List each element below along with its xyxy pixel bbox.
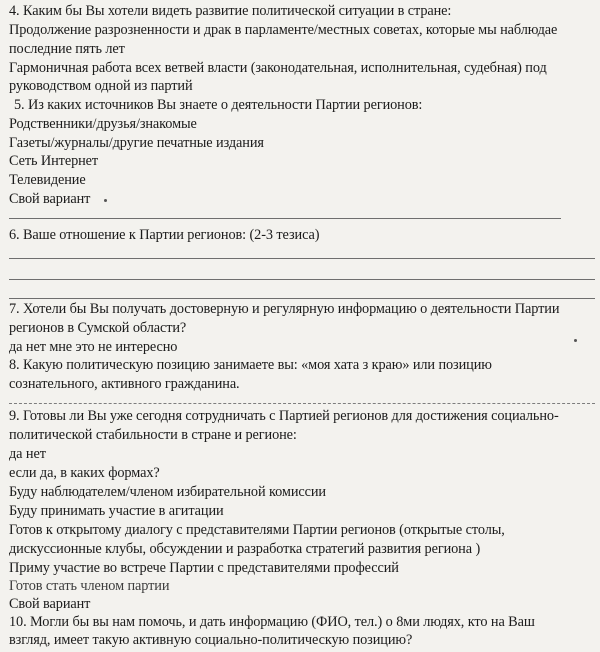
q4-option-2-line-2: руководством одной из партий [9, 78, 193, 94]
q5-option-internet: Сеть Интернет [9, 153, 99, 169]
q5-option-tv: Телевидение [9, 172, 86, 188]
q4-option-1-line-1: Продолжение разрозненности и драк в парламенте/местных советах, которые мы наблюдае [9, 22, 558, 38]
question-10-line-1: 10. Могли бы вы нам помочь, и дать информацию (ФИО, тел.) о 8ми людях, кто на Ваш [9, 614, 535, 630]
q9-followup: если да, в каких формах? [9, 465, 160, 481]
question-7-line-2: регионов в Сумской области? [9, 320, 187, 336]
question-10-line-2: взгляд, имеет такую активную социально-политическую позицию? [9, 632, 413, 648]
q9-option-member: Готов стать членом партии [9, 578, 170, 594]
q9-option-own: Свой вариант [9, 596, 91, 612]
answer-line [9, 279, 595, 280]
question-9-line-1: 9. Готовы ли Вы уже сегодня сотрудничать с Партией регионов для достижения социально- [9, 408, 559, 424]
q9-option-dialogue-line-1: Готов к открытому диалогу с представителями Партии регионов (открытые столы, [9, 522, 505, 538]
question-7-line-1: 7. Хотели бы Вы получать достоверную и регулярную информацию о деятельности Партии [9, 301, 560, 317]
question-8-line-1: 8. Какую политическую позицию занимаете вы: «моя хата з краю» или позицию [9, 357, 492, 373]
question-6-title: 6. Ваше отношение к Партии регионов: (2-3 тезиса) [9, 227, 320, 243]
q9-option-meeting: Приму участие во встрече Партии с представителями профессий [9, 560, 399, 576]
q9-options: да нет [9, 446, 46, 462]
q7-options: да нет мне это не интересно [9, 339, 178, 355]
q9-option-dialogue-line-2: дискуссионные клубы, обсуждении и разработка стратегий развития региона ) [9, 541, 481, 557]
q4-option-2-line-1: Гармоничная работа всех ветвей власти (законодательная, исполнительная, судебная) под [9, 60, 547, 76]
question-4-title: 4. Каким бы Вы хотели видеть развитие политической ситуации в стране: [9, 3, 452, 19]
q5-option-own: Свой вариант [9, 191, 91, 207]
question-8-line-2: сознательного, активного гражданина. [9, 376, 240, 392]
q4-option-1-line-2: последние пять лет [9, 41, 125, 57]
stray-mark [574, 339, 577, 342]
q5-option-relatives: Родственники/друзья/знакомые [9, 116, 197, 132]
stray-mark [104, 199, 107, 202]
question-5-title: 5. Из каких источников Вы знаете о деятельности Партии регионов: [14, 97, 423, 113]
answer-line [9, 258, 595, 259]
answer-line [9, 218, 561, 219]
q5-option-press: Газеты/журналы/другие печатные издания [9, 135, 264, 151]
answer-line [9, 403, 595, 404]
answer-line [9, 298, 595, 299]
question-9-line-2: политической стабильности в стране и регионе: [9, 427, 297, 443]
q9-option-observer: Буду наблюдателем/членом избирательной комиссии [9, 484, 326, 500]
q9-option-campaign: Буду принимать участие в агитации [9, 503, 224, 519]
